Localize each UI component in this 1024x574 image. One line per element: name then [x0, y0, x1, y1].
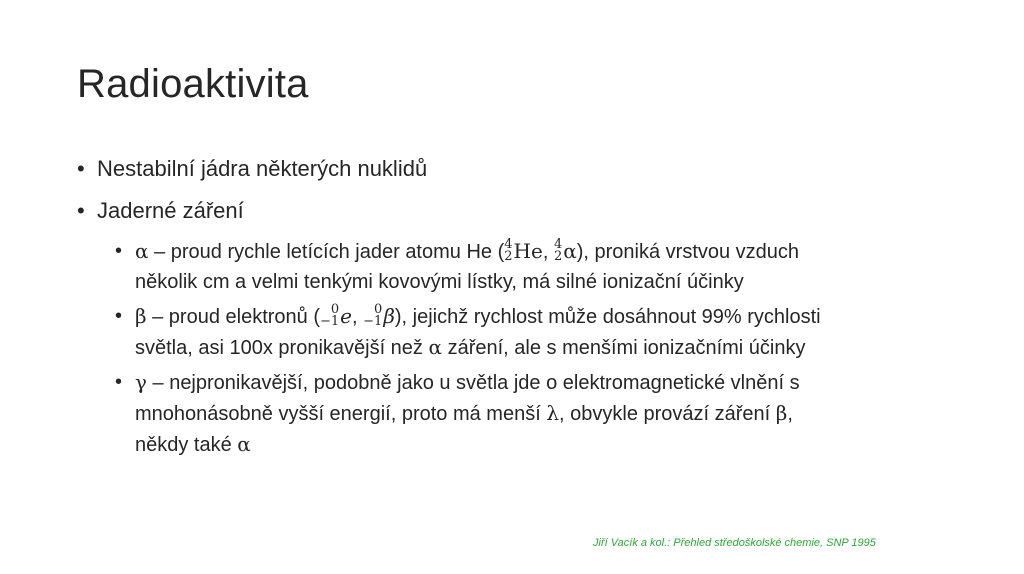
- separator: ,: [352, 306, 364, 328]
- beta-text: – proud elektronů (: [146, 306, 320, 328]
- nuclide-notation: [320, 301, 340, 329]
- gamma-text-line2: ,: [787, 403, 793, 425]
- sub-bullet-alpha: [115, 236, 975, 297]
- bullet-icon: •: [77, 156, 85, 181]
- mass-number: 0: [374, 301, 383, 317]
- gamma-text: – nejpronikavější, podobně jako u světla jde o elektromagnetické vlnění s: [146, 372, 800, 394]
- atomic-number: 2: [504, 248, 513, 264]
- mass-number: 0: [330, 301, 340, 317]
- alpha-symbol: α: [428, 335, 443, 359]
- lambda-symbol: λ: [546, 401, 560, 425]
- beta-symbol: β: [135, 304, 147, 328]
- atomic-number: −1: [363, 313, 383, 329]
- bullet-text: Jaderné záření: [97, 198, 244, 223]
- citation: Jiří Vacík a kol.: Přehled středoškolské chemie, SNP 1995: [593, 537, 876, 549]
- alpha-text: – proud rychle letících jader atomu He (: [148, 241, 505, 263]
- nuclide-notation: [504, 236, 513, 264]
- mass-number: 4: [553, 236, 563, 252]
- nuclide-notation: [553, 236, 563, 264]
- bullet-icon: •: [115, 305, 123, 327]
- alpha-text-line2: několik cm a velmi tenkými kovovými lístky, má silné ionizační účinky: [135, 271, 744, 293]
- gamma-text-line2: mnohonásobně vyšší energií, proto má menší: [135, 403, 547, 425]
- bullet-item-nuclear-radiation: [77, 194, 977, 228]
- slide-title: Radioaktivita: [77, 62, 309, 106]
- gamma-symbol: γ: [135, 370, 147, 394]
- nuclide-symbol: e: [340, 304, 353, 328]
- bullet-icon: •: [77, 198, 85, 223]
- alpha-symbol: α: [135, 239, 149, 263]
- nuclide-notation: [363, 301, 383, 329]
- gamma-text-line2: , obvykle provází záření: [559, 403, 776, 425]
- beta-symbol: β: [775, 401, 788, 425]
- nuclide-symbol: α: [563, 239, 577, 263]
- atomic-number: −1: [320, 313, 340, 329]
- beta-text: ), jejichž rychlost může dosáhnout 99% rychlosti: [394, 306, 821, 328]
- beta-text-line2: světla, asi 100x pronikavější než: [135, 337, 429, 359]
- nuclide-symbol: He: [513, 239, 543, 263]
- bullet-text: Nestabilní jádra některých nuklidů: [97, 156, 428, 181]
- sub-bullet-gamma: [115, 367, 975, 460]
- bullet-icon: •: [115, 371, 123, 393]
- alpha-symbol: α: [237, 432, 251, 456]
- beta-text-line2: záření, ale s menšími ionizačními účinky: [442, 337, 806, 359]
- mass-number: 4: [504, 236, 513, 252]
- atomic-number: 2: [553, 248, 563, 264]
- bullet-icon: •: [115, 240, 123, 262]
- bullet-item-unstable-nuclei: [77, 152, 977, 186]
- slide-content: [77, 152, 977, 464]
- nuclide-symbol: β: [383, 304, 395, 328]
- alpha-text: ), proniká vrstvou vzduch: [576, 241, 800, 263]
- sub-bullet-beta: [115, 301, 975, 363]
- gamma-text-line3: někdy také: [135, 434, 238, 456]
- separator: ,: [542, 241, 554, 263]
